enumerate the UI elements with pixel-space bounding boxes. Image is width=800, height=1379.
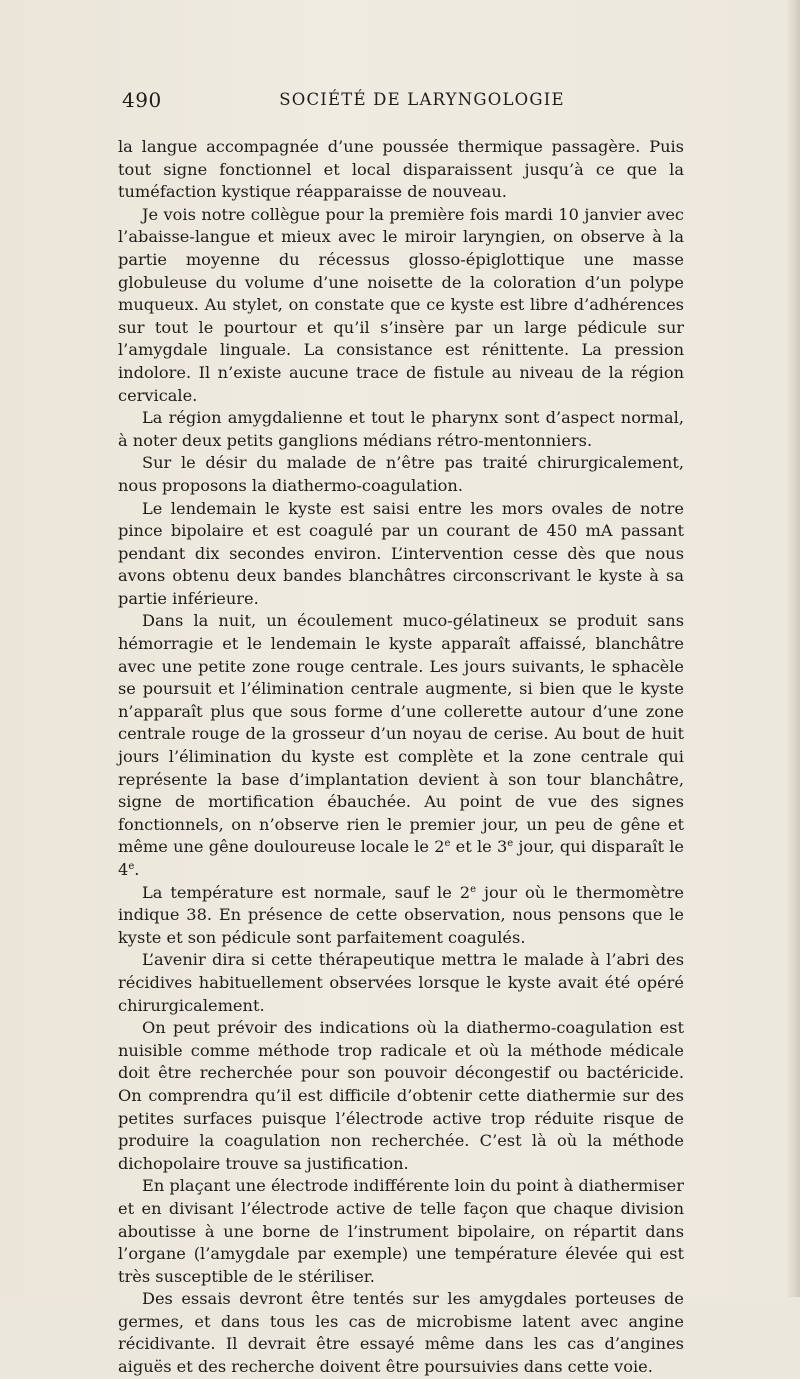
running-title: SOCIÉTÉ DE LARYNGOLOGIE (279, 90, 565, 109)
paragraph-3: La région amygdalienne et tout le pharynx sont d’aspect normal, à noter deux petits ganglions médians rétro-mentonniers. (118, 408, 684, 450)
paragraph-8: L’avenir dira si cette thérapeutique mettra le malade à l’abri des récidives habituellement observées lorsque le kyste avait été opéré chirurgicalement. (118, 950, 684, 1015)
paragraph-4: Sur le désir du malade de n’être pas traité chirurgicalement, nous proposons la diathermo-coagulation. (118, 453, 684, 495)
paragraph-11: Des essais devront être tentés sur les amygdales porteuses de germes, et dans tous les cas de microbisme latent avec angine récidivante. Il devrait être essayé même dans les cas d’angines aiguës et des recherche doivent être poursuivies dans cette voie. (118, 1289, 684, 1377)
body-text (118, 136, 684, 1379)
page-number: 490 (122, 88, 162, 112)
paragraph-7: La température est normale, sauf le 2e jour où le thermomètre indique 38. En présence de cette observation, nous pensons que le kyste et son pédicule sont parfaitement coagulés. (118, 882, 684, 947)
paragraph-10: En plaçant une électrode indifférente loin du point à diathermiser et en divisant l’électrode active de telle façon que chaque division aboutisse à une borne de l’instrument bipolaire, on répartit dans l’organe (l’amygdale par exemple) une température élevée qui est très susceptible de le stériliser. (118, 1176, 684, 1286)
paragraph-2: Je vois notre collègue pour la première fois mardi 10 janvier avec l’abaisse-langue et mieux avec le miroir laryngien, on observe à la partie moyenne du récessus glosso-épiglottique une masse globuleuse du volume d’une noisette de la coloration d’un polype muqueux. Au stylet, on constate que ce kyste est libre d’adhérences sur tout le pourtour et qu’il s’insère par un large pédicule sur l’amygdale linguale. La consistance est rénittente. La pression indolore. Il n’existe aucune trace de fistule au niveau de la région cervicale. (118, 204, 684, 405)
page-edge-shadow (786, 0, 800, 1297)
paragraph-1: la langue accompagnée d’une poussée thermique passagère. Puis tout signe fonctionnel et local disparaissent jusqu’à ce que la tuméfaction kystique réapparaisse de nouveau. (118, 137, 684, 202)
paragraph-5: Le lendemain le kyste est saisi entre les mors ovales de notre pince bipolaire et est coagulé par un courant de 450 mA passant pendant dix secondes environ. L’intervention cesse dès que nous avons obtenu deux bandes blanchâtres circonscrivant le kyste à sa partie inférieure. (118, 498, 684, 608)
page-header (122, 88, 682, 118)
paragraph-6: Dans la nuit, un écoulement muco-gélatineux se produit sans hémorragie et le lendemain le kyste apparaît affaissé, blanchâtre avec une petite zone rouge centrale. Les jours suivants, le sphacèle se poursuit et l’élimination centrale augmente, si bien que le kyste n’apparaît plus que sous forme d’une collerette autour d’une zone centrale rouge de la grosseur d’un noyau de cerise. Au bout de huit jours l’élimination du kyste est complète et la zone centrale qui représente la base d’implantation devient à son tour blanchâtre, signe de mortification ébauchée. Au point de vue des signes fonctionnels, on n’observe rien le premier jour, un peu de gêne et même une gêne douloureuse locale le 2e et le 3e jour, qui disparaît le 4e. (118, 611, 685, 879)
paragraph-9: On peut prévoir des indications où la diathermo-coagulation est nuisible comme méthode trop radicale et où la méthode médicale doit être recherchée pour son pouvoir décongestif ou bactéricide. On comprendra qu’il est difficile d’obtenir cette diathermie sur des petites surfaces puisque l’électrode active trop réduite risque de produire la coagulation non recherchée. C’est là où la méthode dichopolaire trouve sa justification. (118, 1018, 684, 1173)
